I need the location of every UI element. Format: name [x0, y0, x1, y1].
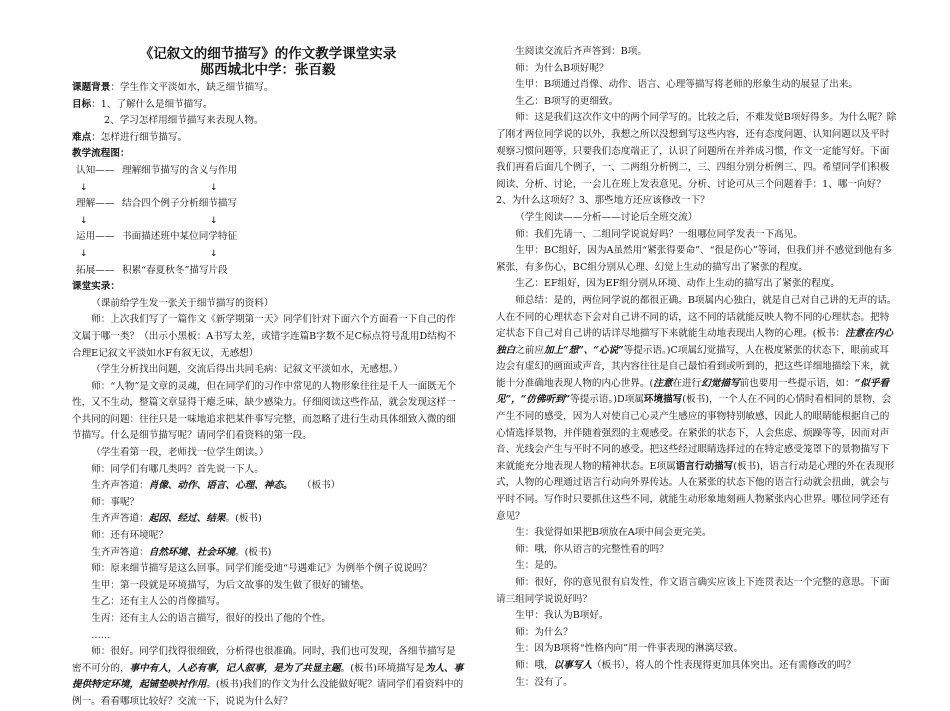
paragraph: 生：没有了。 [515, 676, 573, 688]
paragraph: 师：为什么B项好呢？ [515, 62, 609, 74]
paragraph: 师：还有环境呢？ [91, 530, 168, 542]
arrow-down-icon: ↓ [80, 182, 88, 193]
paragraph [72, 545, 464, 562]
paragraph [72, 478, 464, 495]
paragraph: （课前给学生发一张关于细节描写的资料） [91, 297, 274, 309]
emphasis-text: 注意在内心独白 [496, 328, 894, 356]
record-title: 课堂实录： [72, 281, 120, 293]
document-title: 《记叙文的细节描写》的作文教学课堂实录 [139, 46, 397, 62]
paragraph: …… [91, 629, 111, 641]
text-run: 生齐声答道： [91, 480, 149, 492]
arrow-down-icon: ↓ [210, 182, 218, 193]
flow-step-key: 运用—— [76, 231, 115, 243]
text-run: 生齐声答道： [91, 513, 149, 525]
paragraph [496, 658, 898, 675]
text-run: 师总结：是的，两位同学说的都很正确。B项属内心独白，就是自己对自己讲的无声的话。人在不同的心理状态下会对自己讲不同的话，这不同的话就能反映人物不同的心理状态。把特定状态下自己对自己讲的话详尽地描写下来就能生动地表现出人物的心理。(板书： [496, 294, 897, 340]
emphasis-text: 语言行动描写 [675, 460, 734, 472]
paragraph: 生：因为B项将“性格内向”用一件事表现的淋漓尽致。 [515, 643, 744, 655]
emphasis-text: 为人、事提供特定环境，起铺垫映衬作用 [72, 662, 464, 691]
flow-step-2 [72, 196, 372, 213]
text-run: （板书） [306, 480, 341, 492]
arrow-down-icon: ↓ [80, 215, 88, 226]
flow-arrows [72, 246, 372, 263]
paragraph: 生：是的。 [515, 560, 564, 572]
paragraph: 师：哦，你从语言的完整性看的吗？ [515, 543, 669, 555]
flow-step-key: 认知—— [76, 164, 115, 176]
flow-step-value: 理解细节描写的含义与作用 [122, 164, 238, 176]
emphasis-text: 自然环境、社会环境 [148, 546, 236, 558]
flow-step-value: 结合四个例子分析细节描写 [122, 198, 238, 210]
paragraph: 生甲：第一段就是环境描写，为后文故事的发生做了很好的铺垫。 [91, 579, 370, 591]
paragraph: （学生阅读——分析——讨论后全班交流） [515, 211, 698, 223]
paragraph: 生甲：我认为B项好。 [515, 610, 609, 622]
paragraph: 师：我们先请一、二组同学说说好吗？一组哪位同学发表一下高见。 [515, 228, 803, 240]
paragraph: 生乙：B项写的更细致。 [515, 95, 619, 107]
text-run: 前也要用一些提示语，如： [739, 377, 855, 389]
difficulty-line [72, 130, 464, 147]
emphasis-text: 起因、经过、结果 [148, 513, 226, 525]
emphasis-text: 肖像、动作、语言、心理、神态。 [148, 480, 293, 492]
text-run: 。(板书) [235, 546, 272, 558]
paragraph: 生阅读交流后齐声答到：B项。 [515, 46, 647, 57]
text-run: (板书)，语言行动是心理的外在表现形式，人物的心理通过语言行动向外界传达。人在紧张的状态下他的语言行动就会扭曲，就会与平时不同。写作时只要抓住这些不同，就能生动形象地刻画人物紧张内心世界。哪位同学还有意见？ [496, 460, 895, 522]
paragraph: 师：为什么？ [515, 626, 573, 638]
flow-step-4 [72, 263, 372, 280]
difficulty-text: ：怎样进行细节描写。 [91, 131, 188, 143]
paragraph: 师：“人物”是文章的灵魂，但在同学们的习作中常见的人物形象往往是千人一面既无个性，又不生动，整篇文章显得干瘪乏味，缺少感染力。仔细阅读这些作品，就会发现这样一个共同的问题：往往只是一味地追求把某件事写完整，而忽略了进行生动具体细致入微的细节描写。什么是细节描写呢？请同学们看资料的第一段。 [72, 380, 456, 442]
flow-step-1 [72, 163, 372, 180]
text-run: 师：很好。同学们找得很细致，分析得也很准确。同时，我们也可发现，各细节描写是密不可分的， [72, 646, 456, 674]
right-column [496, 44, 898, 691]
goals-item-1: ：1、了解什么是细节描写。 [91, 98, 213, 110]
emphasis-text: 事中有人，人必有事，记人叙事，是为了共显主题 [129, 662, 341, 674]
paragraph: 师：这是我们这次作文中的两个同学写的。比较之后，不难发觉B项好得多。为什么呢？除了刚才两位同学说的以外，我想之所以没想到写这些内容，还有态度问题、认知问题以及平时观察习惯问题等，只要我们态度端正了，认识了问题所在并养成习惯，作文一定能写好。下面我们再看后面几个例子，一、二两组分析例二，三、四组分别分析例三、四。希望同学们积极阅读、分析、讨论，一会儿在班上发表意见。分析、讨论可从三个问题着手：1、哪一向好？2、为什么这项好？3、那些地方还应该修改一下？ [496, 112, 897, 207]
arrow-down-icon: ↓ [210, 248, 218, 259]
paragraph: 师：很好，你的意见很有启发性，作文语言确实应该上下连贯表达一个完整的意思。下面请三组同学说说好吗？ [496, 577, 890, 605]
flow-step-value: 积累“春夏秋冬”描写片段 [122, 264, 228, 276]
paragraph: 师：原来细节描写是这么回事。同学们能受迪“号遇难记》为例举个例子说说吗？ [91, 563, 432, 575]
flow-step-key: 拓展—— [76, 264, 115, 276]
paragraph: 师：上次我们写了一篇作文《新学期第一天》同学们针对下面六个方面看一下自己的作文属于哪一类？（出示小黑板：A书写太差，或错字连篇B字数不足C标点符号乱用D结构不合理E记叙文平淡如水F有叙无议，无感想） [72, 314, 456, 359]
text-run: 等提示语。)C项属幻觉描写，人在极度紧张的状态下，眼前或耳边会有虚幻的画面或声音，其内容往往是自己最怕看到或听到的，把这些详细地描绘下来，就能十分准确地表现人物的内心世界。( [496, 344, 890, 389]
left-column [72, 80, 464, 711]
paragraph [72, 644, 464, 710]
paragraph: 生甲：BC组好，因为A虽然用“紧张得要命”、“很是伤心”等词，但我们并不感觉到他有多紧张，有多伤心，BC组分别从心理、幻觉上生动的描写出了紧张的程度。 [496, 245, 893, 273]
arrow-down-icon: ↓ [210, 215, 218, 226]
text-run: 。(板书) [225, 513, 262, 525]
paragraph: 师：同学们有哪几类吗？首先说一下人。 [91, 463, 264, 475]
goals-label: 目标 [72, 98, 92, 110]
flow-arrows [72, 180, 372, 197]
text-run: 师：哦， [515, 659, 554, 671]
flow-step-key: 理解—— [76, 198, 115, 210]
text-run: 在进行 [672, 377, 702, 389]
flow-step-3 [72, 229, 372, 246]
paragraph: 生：我觉得如果把B项放在A项中间会更完美。 [515, 527, 712, 539]
paragraph: 生乙：还有主人公的肖像描写。 [91, 596, 226, 608]
difficulty-label: 难点 [72, 131, 92, 143]
background-line [72, 80, 464, 97]
paragraph: （学生分析找出问题，交流后得出共同毛病：记叙文平淡如水，无感想。） [91, 364, 403, 376]
arrow-down-icon: ↓ [80, 248, 88, 259]
text-run: （板书），将人的个性表现得更加具体突出。还有需修改的吗？ [591, 659, 856, 671]
goals-line-2 [72, 113, 464, 130]
goals-line [72, 97, 464, 114]
flow-arrows [72, 213, 372, 230]
emphasis-text: 环境描写 [643, 394, 683, 406]
paragraph [72, 511, 464, 528]
emphasis-text: 幻觉描写 [701, 377, 740, 389]
text-run: 等提示语。)D项属 [570, 394, 644, 406]
paragraph: （学生看第一段，老师找一位学生朗读。） [91, 447, 269, 459]
flow-title: 教学流程图： [72, 148, 130, 160]
text-run: 生齐声答道： [91, 546, 149, 558]
paragraph: 生乙：EF组好，因为EF组分别从环境、动作上生动的描写出了紧张的程度。 [515, 278, 840, 290]
emphasis-text: 注意 [653, 377, 673, 389]
background-text: ：学生作文平淡如水，缺乏细节描写。 [110, 82, 274, 93]
document-author: 郧西城北中学：张百毅 [200, 62, 336, 78]
paragraph: 师：事呢？ [91, 496, 140, 508]
paragraph: 生甲：B项通过肖像、动作、语言、心理等描写将老师的形象生动的展显了出来。 [515, 79, 859, 91]
goals-item-2: 2、学习怎样用细节描写来表现人物。 [104, 115, 264, 127]
flow-step-value: 书面描述班中某位同学特征 [122, 231, 238, 243]
paragraph [496, 293, 898, 525]
background-label: 课题背景 [72, 82, 111, 93]
paragraph: 生丙：还有主人公的语言描写，很好的投出了他的个性。 [91, 613, 332, 624]
text-run: (板书)，一个人在不同的心情时看相同的景物，会产生不同的感受，因为人对使自己心灵产生感应的事物特别敏感，因此人的眼睛能根据自己的心情选择景物，并伴随着强烈的主观感受。在紧张的状态下，人会焦虑、烦躁等等，因而对声音、光线会产生与平时不同的感受。把这些经过眼睛选择过的在特定感受笼罩下的景物描写下来就能充分地表现人物的精神状态。E项属 [496, 394, 892, 472]
text-run: 。(板书)环境描写是 [340, 662, 425, 674]
emphasis-text: “似乎看见”，“仿佛听到” [496, 377, 890, 406]
text-run: 之前应 [515, 344, 544, 356]
emphasis-text: 以事写人 [553, 659, 592, 671]
text-run: 。(板书)我们的作文为什么没能做好呢？请同学们看资料中的例一。看看哪项比较好？交流一下，说说为什么好？ [72, 679, 464, 707]
emphasis-text: 加上“想”、“心说” [543, 344, 624, 356]
